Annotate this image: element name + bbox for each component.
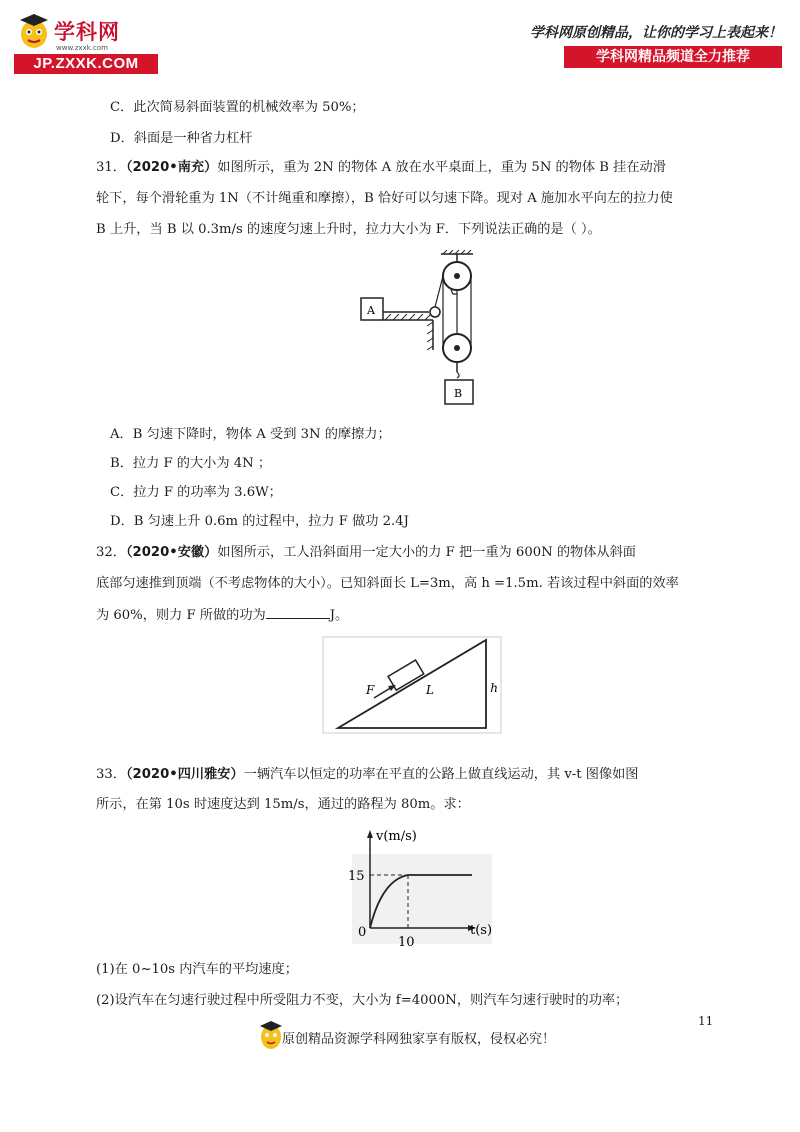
logo-domain: JP.ZXXK.COM <box>14 54 158 74</box>
header-channel-banner: 学科网精品频道全力推荐 <box>564 46 782 68</box>
q33-text-1: 一辆汽车以恒定的功率在平直的公路上做直线运动，其 v-t 图像如图 <box>243 767 639 782</box>
q31-option-c: C．拉力 F 的功率为 3.6W； <box>110 485 282 500</box>
prev-option-d: D．斜面是一种省力杠杆 <box>110 131 253 146</box>
q31-option-b: B．拉力 F 的大小为 4N ； <box>110 456 272 471</box>
q32-label-f: F <box>366 683 375 697</box>
q31-source-tag: （2020•南充） <box>125 160 218 175</box>
q32-incline-figure <box>322 636 502 736</box>
q31-line2: 轮下，每个滑轮重为 1N（不计绳重和摩擦），B 恰好可以匀速下降。现对 A 施加水平向左的拉力使 <box>96 191 673 206</box>
q31-text-1: 如图所示，重为 2N 的物体 A 放在水平桌面上，重为 5N 的物体 B 挂在动滑 <box>217 160 666 175</box>
q33-sub2: (2)设汽车在匀速行驶过程中所受阻力不变，大小为 f=4000N，则汽车匀速行驶时的功率； <box>96 993 629 1008</box>
q31-option-a: A．B 匀速下降时，物体 A 受到 3N 的摩擦力； <box>110 427 391 442</box>
q31-line3: B 上升，当 B 以 0.3m/s 的速度匀速上升时，拉力大小为 F．下列说法正确的是（ ）。 <box>96 222 601 237</box>
q32-line3 <box>0 606 800 624</box>
prev-option-c: C．此次简易斜面装置的机械效率为 50%； <box>110 100 365 115</box>
mascot-icon <box>16 12 52 52</box>
q32-label-l: L <box>426 683 434 697</box>
q33-graph-tick-15: 15 <box>348 869 365 884</box>
q31-option-d: D．B 匀速上升 0.6m 的过程中，拉力 F 做功 2.4J <box>110 514 409 529</box>
q32-text-3a: 为 60%，则力 F 所做的功为 <box>96 608 266 623</box>
q33-sub1: (1)在 0~10s 内汽车的平均速度； <box>96 962 298 977</box>
footer-mascot-icon <box>258 1018 284 1052</box>
q32-line1 <box>0 545 800 561</box>
q33-number: 33． <box>96 767 126 782</box>
q31-line1 <box>0 160 800 176</box>
q33-source-tag: （2020•四川雅安） <box>125 767 244 782</box>
header-slogan: 学科网原创精品，让你的学习上表起来！ <box>530 25 782 41</box>
logo-text: 学科网 <box>54 20 120 44</box>
site-logo <box>14 10 162 74</box>
q33-graph-origin: 0 <box>358 925 367 940</box>
q32-source-tag: （2020•安徽） <box>125 545 218 560</box>
page-number: 11 <box>698 1014 714 1028</box>
q33-line2: 所示，在第 10s 时速度达到 15m/s，通过的路程为 80m。求： <box>96 797 470 812</box>
footer-copyright: 原创精品资源学科网独家享有版权，侵权必究！ <box>282 1032 556 1047</box>
q33-line1 <box>0 767 800 783</box>
q31-label-a: A <box>367 304 375 317</box>
q32-text-3b: J。 <box>329 608 349 623</box>
q31-label-b: B <box>454 387 463 400</box>
logo-url: www.zxxk.com <box>56 44 108 52</box>
q33-graph-xlabel: t(s) <box>470 923 493 938</box>
q31-number: 31． <box>96 160 126 175</box>
q32-label-h: h <box>490 681 498 695</box>
q33-graph-tick-10: 10 <box>398 935 415 950</box>
q31-pulley-figure <box>355 250 485 410</box>
q33-graph-ylabel: v(m/s) <box>376 829 417 844</box>
q32-line2: 底部匀速推到顶端（不考虑物体的大小）。已知斜面长 L=3m，高 h =1.5m. 若该过程中斜面的效率 <box>96 576 679 591</box>
q33-vt-graph <box>342 824 502 952</box>
q32-text-1: 如图所示，工人沿斜面用一定大小的力 F 把一重为 600N 的物体从斜面 <box>217 545 636 560</box>
q32-answer-blank <box>266 606 330 619</box>
q32-number: 32． <box>96 545 126 560</box>
